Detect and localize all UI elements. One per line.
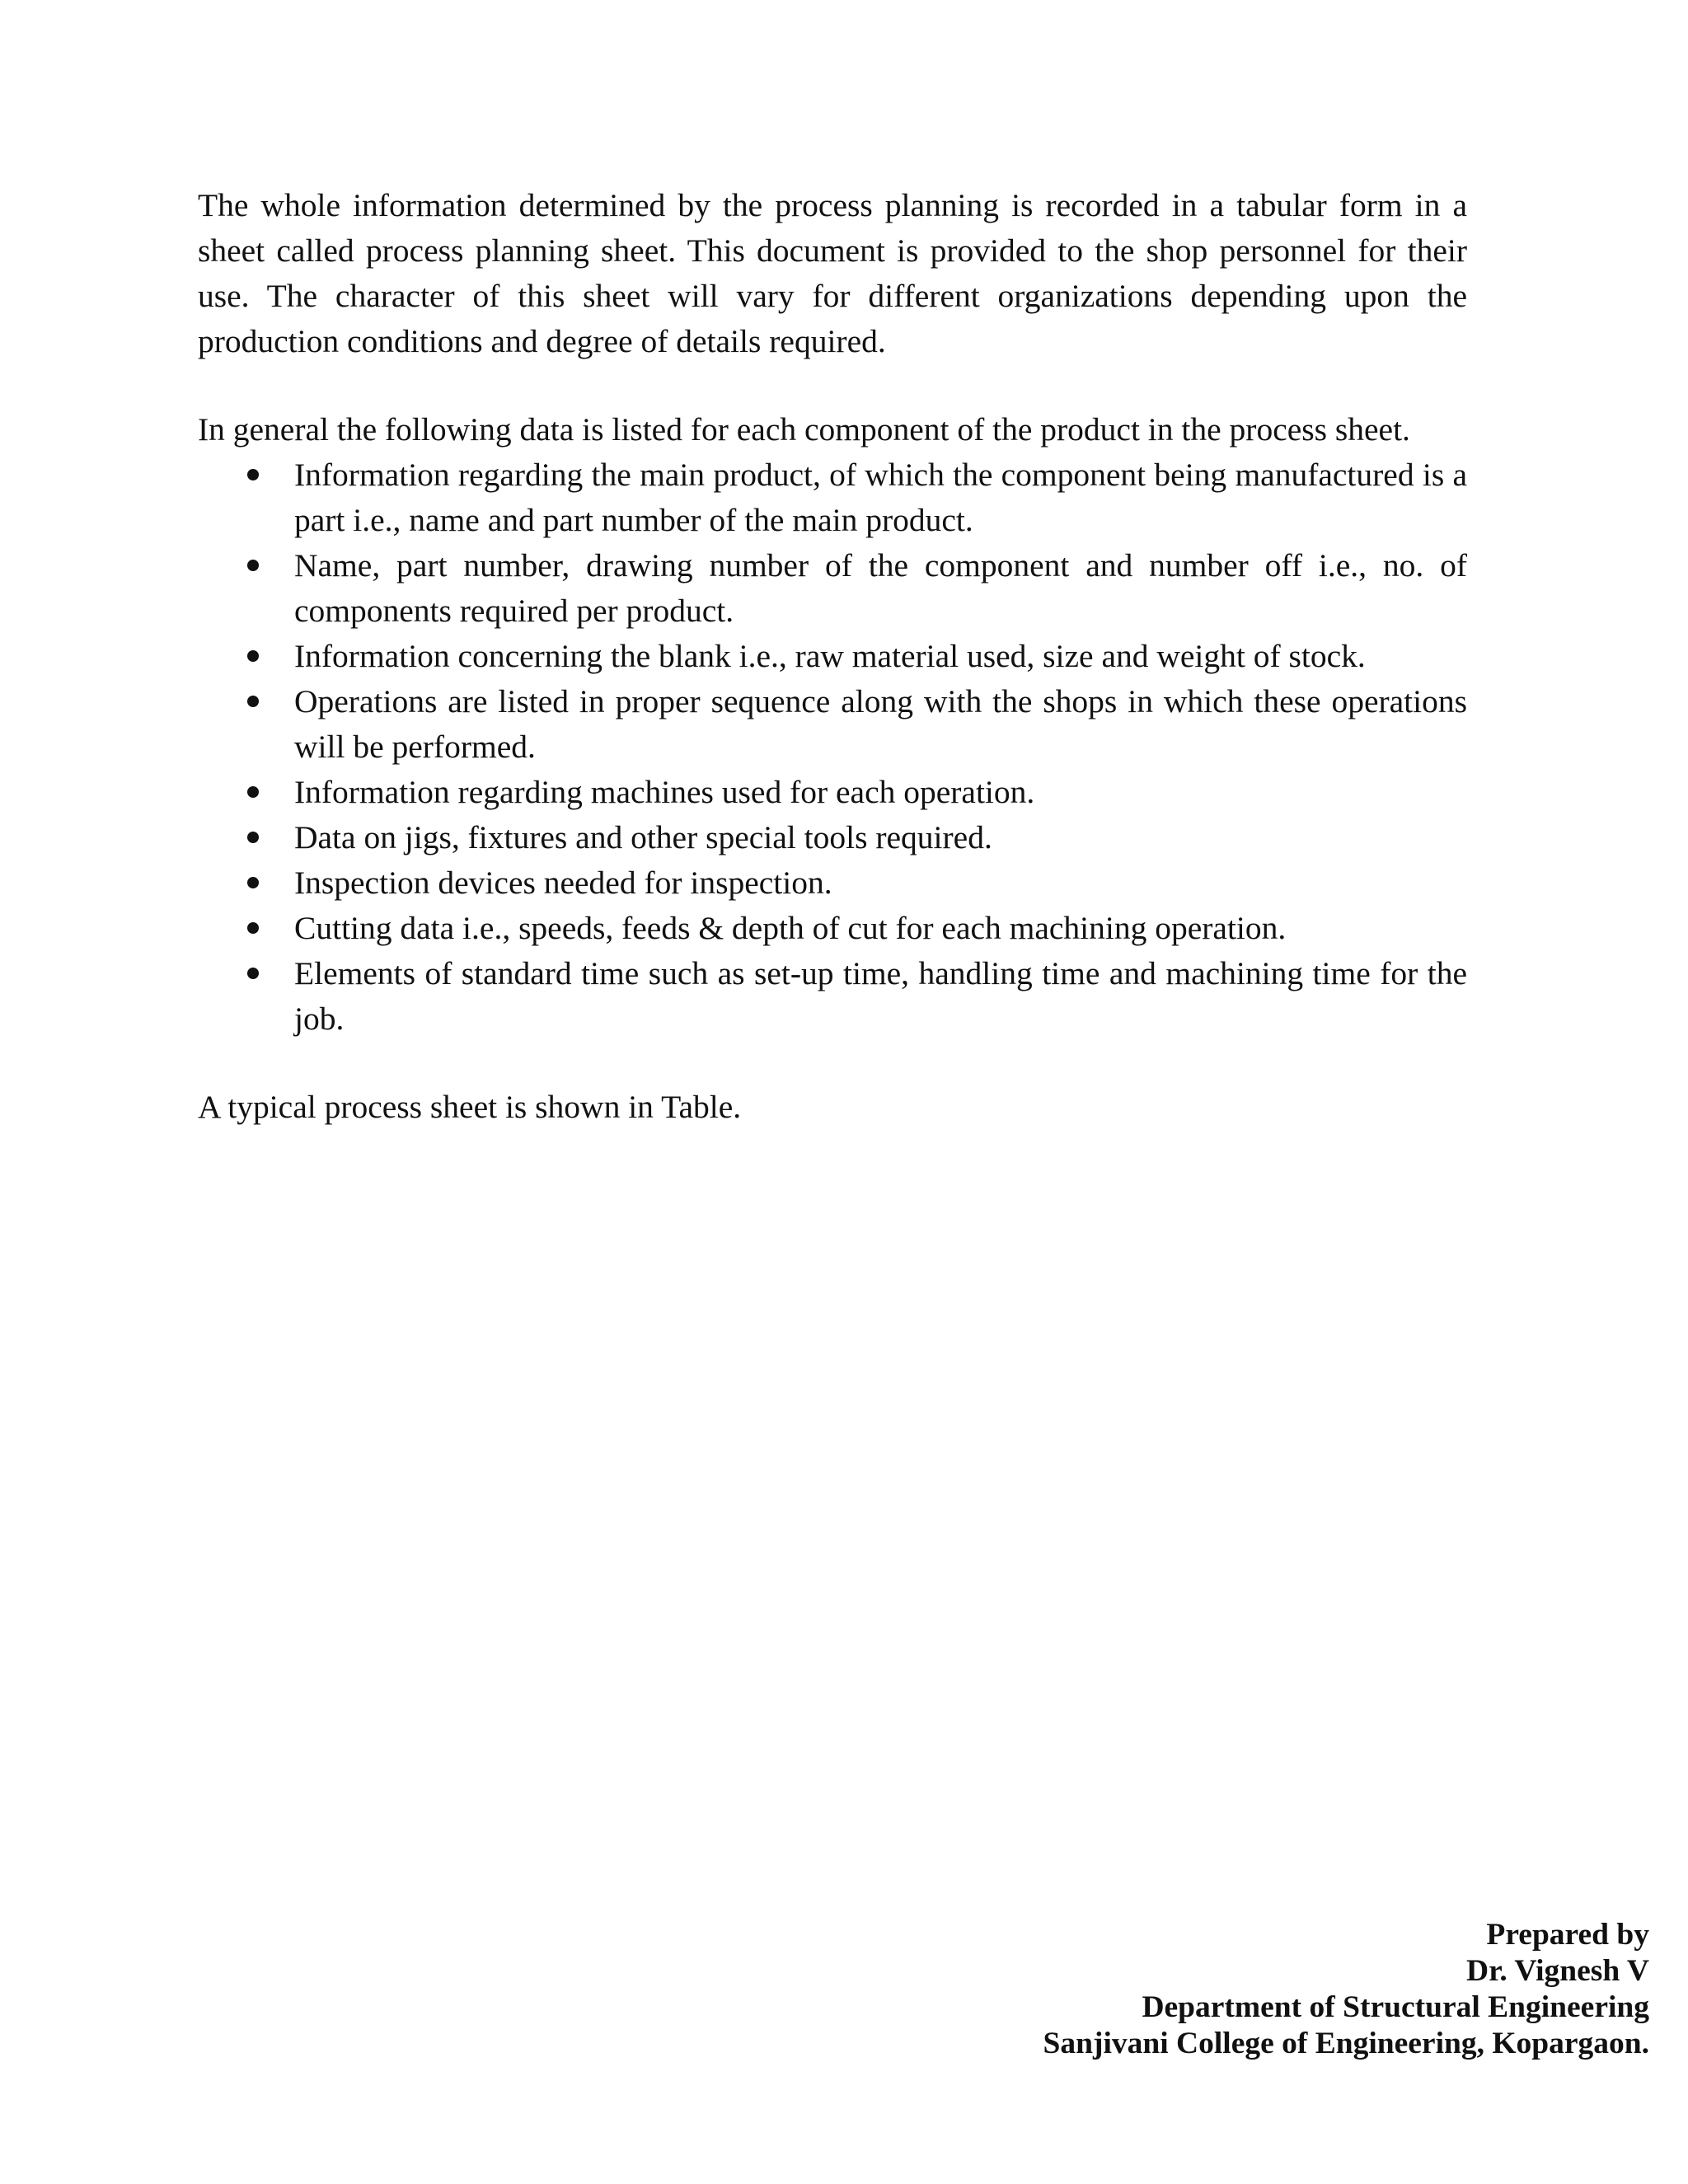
data-bullet-list xyxy=(198,452,1467,1042)
author-institution: Sanjivani College of Engineering, Kopargaon. xyxy=(1043,2027,1649,2060)
bullet-icon xyxy=(247,650,259,662)
bullet-icon xyxy=(247,922,259,934)
document-body xyxy=(198,183,1467,1130)
list-item-text: Name, part number, drawing number of the component and number off i.e., no. of components required per product. xyxy=(294,547,1467,629)
bullet-icon xyxy=(247,877,259,888)
list-intro-paragraph: In general the following data is listed for each component of the product in the process sheet. xyxy=(198,411,1410,448)
intro-paragraph: The whole information determined by the process planning is recorded in a tabular form in a sheet called process planning sheet. This document is provided to the shop personnel for their use. The character of this sheet will vary for different organizations depending upon the production conditions and degree of details required. xyxy=(198,187,1467,359)
author-department: Department of Structural Engineering xyxy=(1142,1990,1649,2024)
list-item-text: Information regarding machines used for each operation. xyxy=(294,774,1035,810)
bullet-icon xyxy=(247,968,259,979)
list-item-text: Operations are listed in proper sequence along with the shops in which these operations will be performed. xyxy=(294,683,1467,765)
bullet-icon xyxy=(247,469,259,480)
list-item-text: Information regarding the main product, of which the component being manufactured is a part i.e., name and part number of the main product. xyxy=(294,457,1467,538)
list-item xyxy=(198,951,1467,1042)
list-item xyxy=(198,679,1467,770)
list-item-text: Inspection devices needed for inspection. xyxy=(294,865,832,901)
bullet-icon xyxy=(247,786,259,798)
list-item xyxy=(198,452,1467,543)
author-signature-block xyxy=(1043,1917,1649,2062)
list-item-text: Information concerning the blank i.e., raw material used, size and weight of stock. xyxy=(294,638,1366,674)
bullet-icon xyxy=(247,832,259,843)
list-item xyxy=(198,815,1467,860)
bullet-icon xyxy=(247,560,259,571)
bullet-icon xyxy=(247,696,259,707)
author-name: Dr. Vignesh V xyxy=(1466,1954,1649,1988)
list-item xyxy=(198,543,1467,634)
prepared-by-label: Prepared by xyxy=(1486,1918,1649,1952)
list-item-text: Data on jigs, fixtures and other special tools required. xyxy=(294,819,992,855)
list-item xyxy=(198,906,1467,951)
list-item-text: Cutting data i.e., speeds, feeds & depth of cut for each machining operation. xyxy=(294,910,1287,946)
list-item xyxy=(198,770,1467,815)
list-item xyxy=(198,634,1467,679)
list-item xyxy=(198,860,1467,906)
list-item-text: Elements of standard time such as set-up time, handling time and machining time for the job. xyxy=(294,955,1467,1037)
closing-paragraph: A typical process sheet is shown in Table. xyxy=(198,1089,742,1125)
